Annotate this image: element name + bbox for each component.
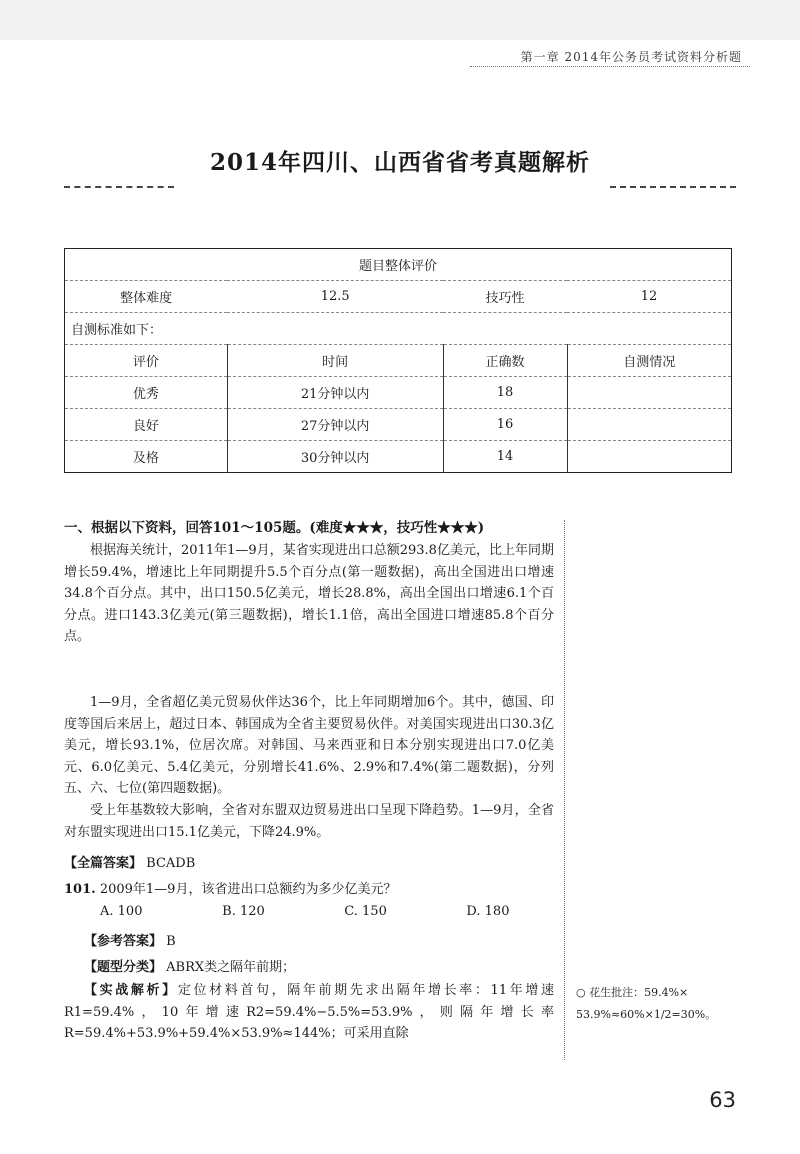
page-number: 63 — [709, 1088, 736, 1112]
question-101-options — [100, 904, 584, 919]
question-101-stem — [64, 878, 396, 897]
question-number: 101. — [64, 882, 96, 897]
col-time: 时间 — [227, 345, 443, 377]
row-rating: 优秀 — [65, 377, 228, 409]
full-answer-value: BCADB — [146, 856, 196, 871]
margin-note-line-1: ○ 花生批注：59.4%× — [576, 986, 689, 999]
skill-value: 12 — [567, 281, 731, 313]
eval-standard-row — [65, 313, 732, 345]
margin-note-line-2: 53.9%≈60%×1/2=30%。 — [576, 1008, 717, 1021]
reference-answer-line — [84, 930, 176, 949]
evaluation-table — [64, 248, 732, 473]
material-paragraph-1: 根据海关统计，2011年1—9月，某省实现进出口总额293.8亿美元，比上年同期增长59.4%，增速比上年同期提升5.5个百分点(第一题数据)，高出全国进出口增速34.8个百分点。其中，出口150.5亿美元，增长28.8%，高出全国出口增速6.1个百分点。进口143.3亿美元(第三题数据)，增长1.1倍，高出全国进口增速85.8个百分点。 — [64, 543, 554, 644]
row-time: 30分钟以内 — [227, 441, 443, 473]
analysis-text: 定位材料首句，隔年前期先求出隔年增长率：11年增速R1=59.4%，10年增速R2=59.4%−5.5%=53.9%，则隔年增长率R=59.4%+53.9%+59.4%×53.9%≈144%；可采用直除 — [64, 983, 554, 1041]
full-answer-label: 【全篇答案】 — [64, 856, 143, 871]
row-rating: 及格 — [65, 441, 228, 473]
title-dash-left — [64, 186, 174, 188]
analysis-label: 【实战解析】 — [84, 983, 178, 998]
eval-caption-row — [65, 249, 732, 281]
section-heading: 一、根据以下资料，回答101～105题。(难度★★★，技巧性★★★) — [64, 520, 485, 536]
question-type-value: ABRX类之隔年前期； — [166, 960, 296, 975]
difficulty-label: 整体难度 — [65, 281, 228, 313]
col-self: 自测情况 — [567, 345, 731, 377]
table-row — [65, 441, 732, 473]
row-self — [567, 441, 731, 473]
table-row — [65, 377, 732, 409]
row-correct: 14 — [443, 441, 567, 473]
row-correct: 18 — [443, 377, 567, 409]
eval-score-row — [65, 281, 732, 313]
full-answer-line — [64, 852, 195, 871]
option-d: D. 180 — [466, 904, 510, 919]
option-c: C. 150 — [344, 904, 387, 919]
option-b: B. 120 — [222, 904, 265, 919]
page-title: 2014年四川、山西省省考真题解析 — [209, 149, 590, 176]
running-head-rule — [470, 66, 750, 67]
scan-header-band — [0, 0, 800, 40]
option-a: A. 100 — [100, 904, 143, 919]
reference-answer-label: 【参考答案】 — [84, 934, 163, 949]
row-time: 21分钟以内 — [227, 377, 443, 409]
difficulty-value: 12.5 — [227, 281, 443, 313]
eval-header-row — [65, 345, 732, 377]
margin-note — [576, 982, 776, 1026]
reference-answer-value: B — [166, 934, 176, 949]
standard-label: 自测标准如下： — [65, 313, 732, 345]
row-correct: 16 — [443, 409, 567, 441]
material-paragraph-3: 受上年基数较大影响，全省对东盟双边贸易进出口呈现下降趋势。1—9月，全省对东盟实现进出口15.1亿美元，下降24.9%。 — [64, 803, 554, 840]
running-head: 第一章 2014年公务员考试资料分析题 — [520, 50, 742, 64]
col-rating: 评价 — [65, 345, 228, 377]
material-paragraph-2: 1—9月，全省超亿美元贸易伙伴达36个，比上年同期增加6个。其中，德国、印度等国后来居上，超过日本、韩国成为全省主要贸易伙伴。对美国实现进出口30.3亿美元，增长93.1%，位居次席。对韩国、马来西亚和日本分别实现进出口7.0亿美元、6.0亿美元、5.4亿美元，分别增长41.6%、2.9%和7.4%(第二题数据)，分列五、六、七位(第四题数据)。 — [64, 695, 554, 796]
row-time: 27分钟以内 — [227, 409, 443, 441]
question-type-label: 【题型分类】 — [84, 960, 163, 975]
question-type-line — [84, 956, 295, 975]
skill-label: 技巧性 — [443, 281, 567, 313]
eval-caption: 题目整体评价 — [65, 249, 732, 281]
table-row — [65, 409, 732, 441]
question-stem: 2009年1—9月，该省进出口总额约为多少亿美元？ — [99, 882, 397, 897]
analysis-block — [64, 980, 554, 1045]
row-self — [567, 409, 731, 441]
row-self — [567, 377, 731, 409]
title-dash-right — [610, 186, 736, 188]
row-rating: 良好 — [65, 409, 228, 441]
margin-rule — [564, 520, 565, 1060]
col-correct: 正确数 — [443, 345, 567, 377]
